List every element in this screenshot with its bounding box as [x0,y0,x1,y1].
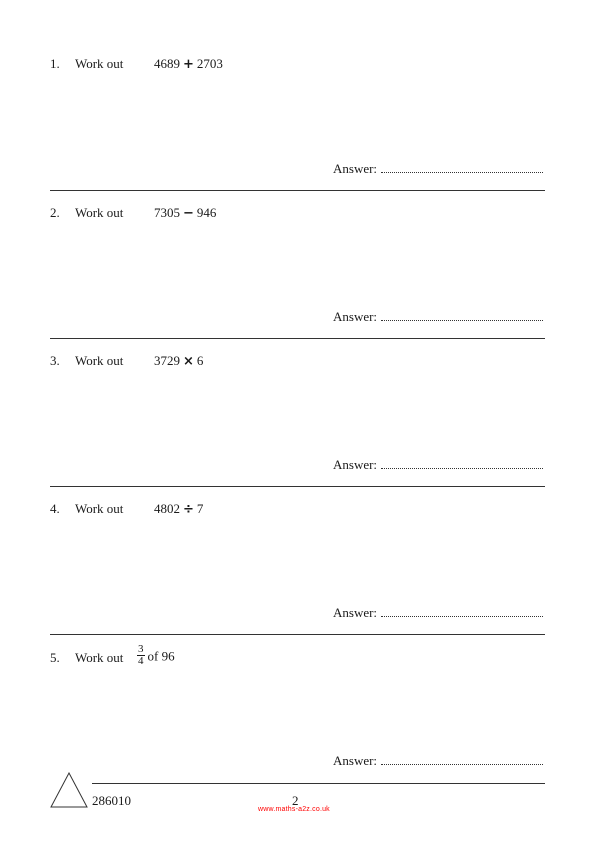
plus-operator: + [183,57,194,72]
question-number: 4. [50,501,60,516]
question-instruction: Work out [75,501,124,516]
answer-dotted-line[interactable] [381,310,543,321]
answer-label: Answer: [333,753,378,768]
right-operand: 7 [196,501,204,516]
answer-dotted-line[interactable] [381,606,543,617]
right-operand: 2703 [196,56,223,71]
answer-line-5[interactable] [333,753,543,769]
triangle-icon [50,772,88,808]
question-expression [154,353,203,369]
question-expression [154,501,203,517]
fraction [137,644,145,667]
question-divider [50,338,545,339]
left-operand: 3729 [154,353,180,368]
answer-line-3[interactable] [333,457,543,473]
question-divider [50,190,545,191]
answer-dotted-line[interactable] [381,754,543,765]
fraction-numerator: 3 [138,643,144,655]
fraction-suffix: of 96 [147,648,175,664]
answer-label: Answer: [333,457,378,472]
left-operand: 7305 [154,205,180,220]
answer-dotted-line[interactable] [381,162,543,173]
paper-code: 286010 [92,793,131,808]
answer-label: Answer: [333,309,378,324]
right-operand: 946 [196,205,217,220]
website-url[interactable]: www.maths-a2z.co.uk [258,806,330,813]
question-number: 2. [50,205,60,220]
question-instruction: Work out [75,56,124,71]
multiply-operator: × [183,354,194,369]
divide-operator: ÷ [183,502,194,517]
question-divider [50,486,545,487]
question-instruction: Work out [75,650,124,665]
left-operand: 4689 [154,56,180,71]
question-expression [154,56,223,72]
minus-operator: − [183,206,194,221]
fraction-denominator: 4 [138,655,144,667]
answer-line-4[interactable] [333,605,543,621]
answer-dotted-line[interactable] [381,458,543,469]
right-operand: 6 [196,353,204,368]
question-number: 3. [50,353,60,368]
question-instruction: Work out [75,353,124,368]
question-divider [50,634,545,635]
answer-label: Answer: [333,605,378,620]
answer-label: Answer: [333,161,378,176]
answer-line-2[interactable] [333,309,543,325]
question-instruction: Work out [75,205,124,220]
answer-line-1[interactable] [333,161,543,177]
left-operand: 4802 [154,501,180,516]
question-number: 1. [50,56,60,71]
question-expression [154,205,216,221]
question-number: 5. [50,650,60,665]
footer-rule [92,783,545,784]
page-number: 2 [292,793,299,808]
question-expression [137,643,175,669]
